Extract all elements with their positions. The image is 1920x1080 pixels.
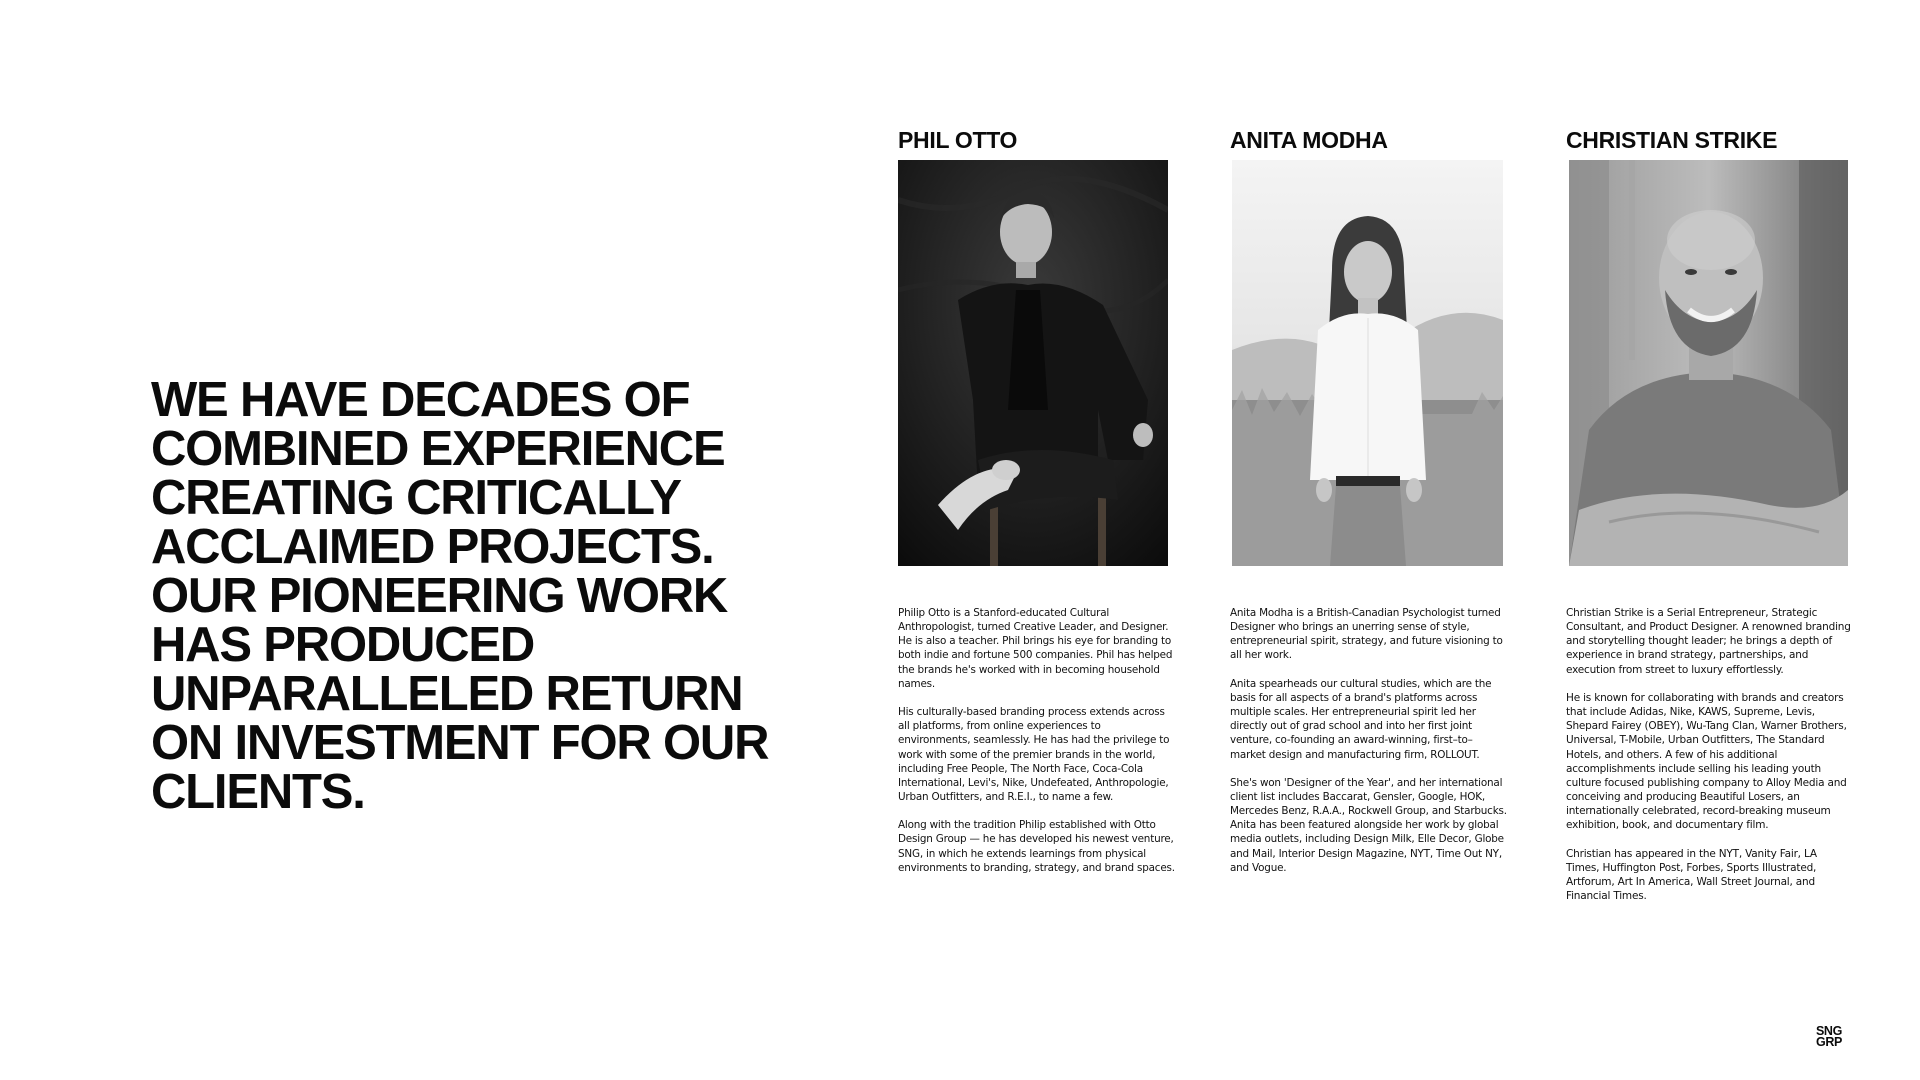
portrait-photo bbox=[1232, 160, 1503, 566]
bio-paragraph: Anita spearheads our cultural studies, which are the basis for all aspects of a brand's platforms across multiple scales. Her entrepreneurial spirit led her directly out of grad school and into her first joint venture, co-founding an award-winning, first–to–market design and manufacturing firm, ROLLOUT. bbox=[1230, 677, 1492, 761]
portrait-image-phil bbox=[898, 160, 1168, 566]
bio-paragraph: Anita Modha is a British-Canadian Psychologist turned Designer who brings an unerring sense of style, entrepreneurial spirit, strategy, and future visioning to all her work. bbox=[1230, 607, 1503, 662]
portrait-image-anita bbox=[1232, 160, 1503, 566]
logo-line-1: SNG bbox=[1816, 1024, 1842, 1038]
member-name: ANITA MODHA bbox=[1230, 127, 1388, 153]
portrait-photo bbox=[898, 160, 1168, 566]
team-member-christian-strike bbox=[1566, 124, 1852, 917]
member-bio bbox=[1566, 606, 1852, 903]
member-bio bbox=[898, 606, 1176, 875]
bio-paragraph: Christian has appeared in the NYT, Vanity Fair, LA Times, Huffington Post, Forbes, Sports Illustrated, Artforum, Art In America, Wall Street Journal, and Financial Times. bbox=[1566, 847, 1817, 903]
portrait-photo bbox=[1569, 160, 1848, 566]
bio-paragraph: His culturally-based branding process extends across all platforms, from online experiences to environments, seamlessly. He has had the privilege to work with some of the premier brands in the world, including Free People, The North Face, Coca-Cola International, Levi's, Nike, Undefeated, Anthropologie, Urban Outfitters, and R.E.I., to name a few. bbox=[898, 706, 1170, 804]
bio-paragraph: She's won 'Designer of the Year', and her international client list includes Baccarat, Gensler, Google, HOK, Mercedes Benz, R.A.A., Rockwell Group, and Starbucks. Anita has been featured alongside her work by global media outlets, including Design Milk, Elle Decor, Globe and Mail, Interior Design Magazine, NYT, Time Out NY, and Vogue. bbox=[1230, 776, 1507, 874]
bio-paragraph: Philip Otto is a Stanford-educated Cultural Anthropologist, turned Creative Leader, and Designer. He is also a teacher. Phil brings his eye for branding to both indie and fortune 500 companies. Phil has helped the brands he's worked with in becoming household names. bbox=[898, 607, 1173, 690]
bio-paragraph: He is known for collaborating with brands and creators that include Adidas, Nike, KAWS, Supreme, Levis, Shepard Fairey (OBEY), Wu-Tang Clan, Warner Brothers, Universal, T-Mobile, Urban Outfitters, The Standard Hotels, and others. A few of his additional accomplishments include selling his leading youth culture focused publishing company to Alloy Media and conceiving and producing Beautiful Losers, an internationally celebrated, record-breaking museum exhibition, book, and documentary film. bbox=[1566, 691, 1847, 832]
bio-paragraph: Christian Strike is a Serial Entrepreneur, Strategic Consultant, and Product Designer. A renowned branding and storytelling thought leader; he brings a depth of experience in brand strategy, partnerships, and execution from street to luxury effortlessly. bbox=[1566, 607, 1851, 676]
portrait-image-christian bbox=[1569, 160, 1848, 566]
member-name: PHIL OTTO bbox=[898, 127, 1018, 153]
headline: WE HAVE DECADES OF COMBINED EXPERIENCE CREATING CRITICALLY ACCLAIMED PROJECTS. OUR PIONEERING WORK HAS PRODUCED UNPARALLELED RETURN ON INVESTMENT FOR OUR CLIENTS. bbox=[151, 373, 769, 819]
team-member-phil-otto bbox=[898, 124, 1176, 889]
team-member-anita-modha bbox=[1230, 124, 1508, 889]
logo-line-2: GRP bbox=[1816, 1035, 1842, 1049]
member-name: CHRISTIAN STRIKE bbox=[1566, 127, 1778, 153]
bio-paragraph: Along with the tradition Philip established with Otto Design Group — he has developed his newest venture, SNG, in which he extends learnings from physical environments to branding, strategy, and brand spaces. bbox=[898, 819, 1175, 874]
sng-grp-logo bbox=[1816, 1026, 1852, 1048]
member-bio bbox=[1230, 606, 1508, 875]
